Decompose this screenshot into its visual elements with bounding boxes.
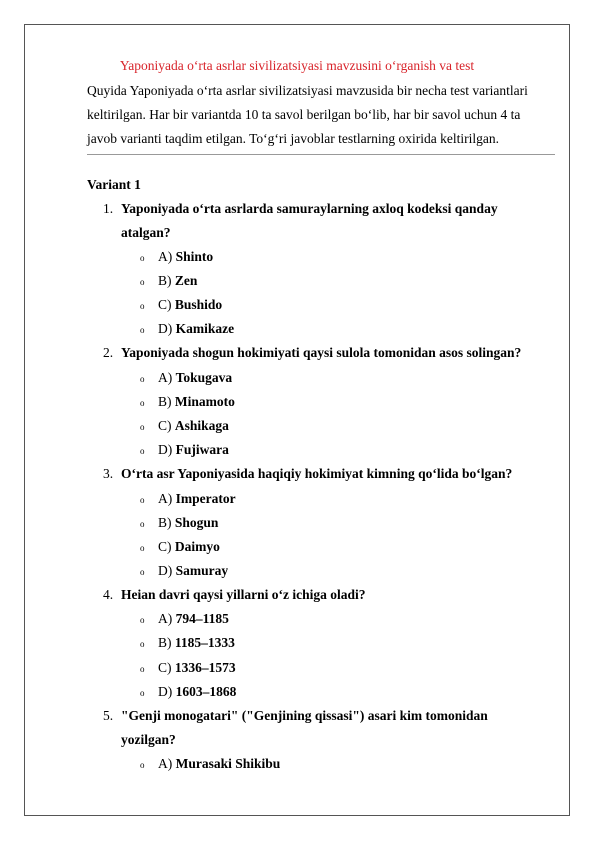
bullet-icon: o: [140, 664, 145, 674]
bullet-icon: o: [140, 422, 145, 432]
option-item: o B) 1185–1333: [140, 635, 235, 650]
bullet-icon: o: [140, 325, 145, 335]
option-item: o A) Imperator: [140, 491, 236, 506]
bullet-icon: o: [140, 495, 145, 505]
question-number: 3.: [103, 466, 114, 481]
question-text: yozilgan?: [121, 732, 176, 747]
bullet-icon: o: [140, 253, 145, 263]
option-item: o D) Kamikaze: [140, 321, 235, 336]
intro-line: Quyida Yaponiyada o‘rta asrlar sivilizatsiyasi mavzusida bir necha test variantlari: [87, 83, 528, 98]
option-item: o B) Zen: [140, 273, 198, 288]
option-item: o C) Bushido: [140, 297, 223, 312]
bullet-icon: o: [140, 277, 145, 287]
option-item: o C) 1336–1573: [140, 660, 236, 675]
intro-line: keltirilgan. Har bir variantda 10 ta savol berilgan bo‘lib, har bir savol uchun 4 ta: [87, 107, 521, 122]
question-text: atalgan?: [121, 225, 171, 240]
option-item: o A) 794–1185: [140, 611, 229, 626]
bullet-icon: o: [140, 543, 145, 553]
bullet-icon: o: [140, 615, 145, 625]
bullet-icon: o: [140, 374, 145, 384]
question-number: 4.: [103, 587, 114, 602]
option-item: o D) Samuray: [140, 563, 229, 578]
question-text: "Genji monogatari" ("Genjining qissasi") asari kim tomonidan: [121, 708, 488, 723]
bullet-icon: o: [140, 519, 145, 529]
horizontal-divider: [87, 154, 555, 155]
option-item: o D) Fujiwara: [140, 442, 229, 457]
bullet-icon: o: [140, 398, 145, 408]
variant-heading: Variant 1: [87, 177, 141, 192]
option-item: o B) Shogun: [140, 515, 219, 530]
question-text: Heian davri qaysi yillarni o‘z ichiga oladi?: [121, 587, 366, 602]
intro-line: javob varianti taqdim etilgan. To‘g‘ri javoblar testlarning oxirida keltirilgan.: [87, 131, 499, 146]
option-item: o A) Murasaki Shikibu: [140, 756, 281, 771]
option-item: o C) Daimyo: [140, 539, 220, 554]
option-item: o A) Shinto: [140, 249, 214, 264]
bullet-icon: o: [140, 639, 145, 649]
option-item: o D) 1603–1868: [140, 684, 237, 699]
bullet-icon: o: [140, 446, 145, 456]
question-text: Yaponiyada shogun hokimiyati qaysi sulola tomonidan asos solingan?: [121, 345, 522, 360]
question-number: 1.: [103, 201, 114, 216]
option-item: o C) Ashikaga: [140, 418, 229, 433]
bullet-icon: o: [140, 301, 145, 311]
option-item: o B) Minamoto: [140, 394, 235, 409]
bullet-icon: o: [140, 688, 145, 698]
document-page: [24, 24, 570, 816]
question-number: 2.: [103, 345, 114, 360]
question-text: O‘rta asr Yaponiyasida haqiqiy hokimiyat kimning qo‘lida bo‘lgan?: [121, 466, 513, 481]
document-title: Yaponiyada o‘rta asrlar sivilizatsiyasi mavzusini o‘rganish va test: [119, 58, 475, 73]
option-item: o A) Tokugava: [140, 370, 233, 385]
bullet-icon: o: [140, 567, 145, 577]
bullet-icon: o: [140, 760, 145, 770]
question-number: 5.: [103, 708, 114, 723]
question-text: Yaponiyada o‘rta asrlarda samuraylarning axloq kodeksi qanday: [121, 201, 498, 216]
